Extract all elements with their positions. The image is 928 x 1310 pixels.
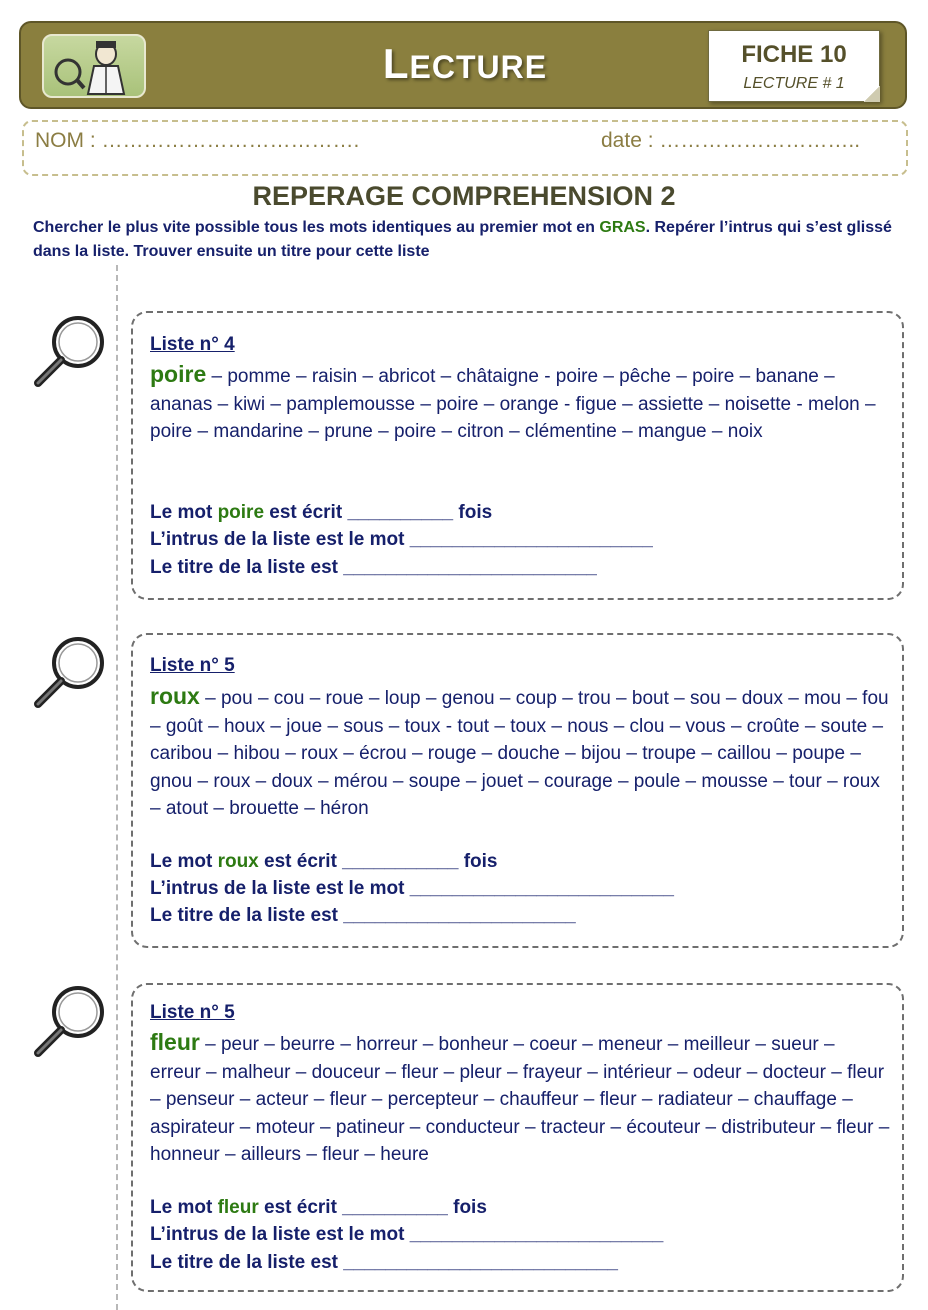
instructions-part1: Chercher le plus vite possible tous les mots identiques au premier mot en [33, 219, 600, 236]
question-titre: Le titre de la liste est __________________________ [150, 1252, 618, 1273]
title-rest: ECTURE [409, 49, 548, 85]
keyword: fleur [150, 1029, 200, 1055]
q-after: est écrit ___________ fois [258, 851, 498, 872]
date-field[interactable]: date : ……………………….. [601, 129, 861, 152]
q-after: est écrit __________ fois [264, 502, 493, 523]
list-title: Liste n° 4 [150, 334, 235, 355]
nom-field[interactable]: NOM : ………………………………. [35, 129, 360, 152]
keyword: roux [150, 683, 200, 709]
instructions-highlight: GRAS [599, 219, 646, 236]
detective-logo [42, 34, 146, 98]
magnifier-icon [28, 633, 110, 715]
question-titre: Le titre de la liste est ______________________ [150, 905, 576, 926]
q-before: Le mot [150, 502, 218, 523]
question-intrus: L’intrus de la liste est le mot ________________________ [150, 1224, 664, 1245]
q-keyword: fleur [217, 1197, 259, 1218]
fiche-number: FICHE 10 [741, 41, 847, 68]
question-intrus: L’intrus de la liste est le mot _________________________ [150, 878, 674, 899]
list-title: Liste n° 5 [150, 1002, 235, 1023]
words-text: – pomme – raisin – abricot – châtaigne - poire – pêche – poire – banane – ananas – kiwi – pamplemousse – poire – orange - figue – assiette – noisette - melon – poire – mandarine – prune – poire – citron – clémentine – mangue – noix [150, 366, 876, 442]
question-intrus: L’intrus de la liste est le mot _______________________ [150, 529, 653, 550]
word-list [150, 361, 890, 446]
page-fold [864, 86, 880, 102]
word-list [150, 1029, 890, 1169]
words-text: – peur – beurre – horreur – bonheur – coeur – meneur – meilleur – sueur – erreur – malheur – douceur – fleur – pleur – frayeur – intérieur – odeur – docteur – fleur – penseur – acteur – fleur – percepteur – chauffeur – fleur – radiateur – chauffage – aspirateur – moteur – patineur – conducteur – tracteur – écouteur – distributeur – fleur – honneur – ailleurs – fleur – heure [150, 1034, 890, 1165]
word-list [150, 683, 890, 823]
question-count [150, 851, 497, 873]
instructions-part2: . Repérer l’intrus qui s’est glissé dans la liste. Trouver ensuite un titre pour cette liste [33, 219, 892, 260]
list-title: Liste n° 5 [150, 655, 235, 676]
keyword: poire [150, 361, 207, 387]
words-text: – pou – cou – roue – loup – genou – coup – trou – bout – sou – doux – mou – fou – goût – houx – joue – sous – toux - tout – toux – nous – clou – vous – croûte – soute – caribou – hibou – roux – écrou – rouge – douche – bijou – troupe – caillou – poupe – gnou – roux – doux – mérou – soupe – jouet – courage – poule – mousse – tour – roux – atout – brouette – héron [150, 688, 889, 819]
q-keyword: poire [217, 502, 265, 523]
magnifier-icon [28, 312, 110, 394]
q-after: est écrit __________ fois [258, 1197, 487, 1218]
page-title: REPERAGE COMPREHENSION 2 [252, 181, 676, 211]
title-first-letter: L [382, 40, 410, 87]
q-keyword: roux [217, 851, 259, 872]
instructions [33, 216, 893, 264]
q-before: Le mot [150, 851, 218, 872]
fiche-subtitle: LECTURE # 1 [743, 75, 845, 92]
banner-title [300, 40, 630, 88]
question-count [150, 502, 492, 524]
margin-dashed-line [116, 265, 118, 1310]
q-before: Le mot [150, 1197, 218, 1218]
question-count [150, 1197, 487, 1219]
fiche-card [708, 30, 880, 102]
magnifier-icon [28, 982, 110, 1064]
question-titre: Le titre de la liste est ________________________ [150, 557, 597, 578]
